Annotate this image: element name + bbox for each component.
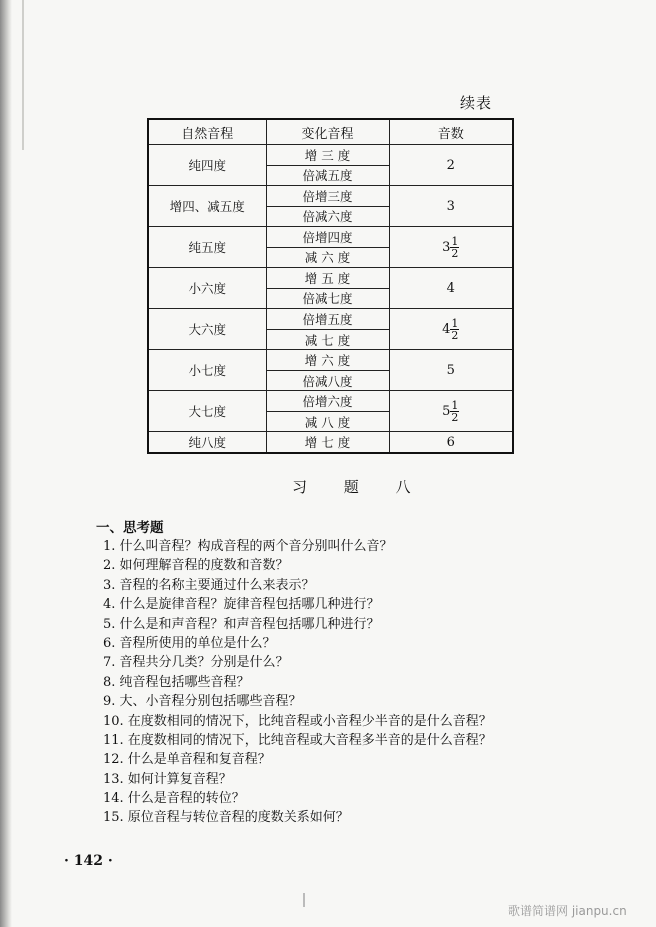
count-whole: 2 (446, 158, 455, 174)
question-item: 13. 如何计算复音程？ (103, 771, 232, 787)
semitone-count-cell (389, 186, 513, 227)
altered-interval-cell: 倍增五度 (266, 309, 389, 330)
natural-interval-cell: 纯八度 (148, 432, 266, 453)
altered-interval-cell: 减 八 度 (266, 411, 389, 432)
question-item: 14. 什么是音程的转位？ (103, 791, 245, 807)
count-whole: 3 (446, 199, 455, 215)
question-item: 5. 什么是和声音程？和声音程包括哪几种进行？ (103, 616, 380, 632)
count-whole: 5 (446, 363, 455, 379)
question-item: 2. 如何理解音程的度数和音数？ (103, 558, 289, 574)
question-item: 10. 在度数相同的情况下，比纯音程或小音程少半音的是什么音程？ (103, 713, 492, 729)
natural-interval-cell: 纯五度 (148, 227, 266, 268)
semitone-count-cell (389, 350, 513, 391)
altered-interval-cell: 倍减六度 (266, 206, 389, 227)
interval-table (147, 118, 514, 454)
question-item: 15. 原位音程与转位音程的度数关系如何？ (103, 810, 349, 826)
altered-interval-cell: 增 七 度 (266, 432, 389, 453)
count-fraction (450, 400, 459, 423)
table-row (148, 227, 513, 248)
section-heading: 一、思考题 (96, 520, 164, 536)
count-whole: 6 (446, 435, 455, 451)
header-altered-interval: 变化音程 (266, 119, 389, 145)
altered-interval-cell: 倍增六度 (266, 391, 389, 412)
page-binding-shadow (0, 0, 12, 927)
count-fraction (450, 236, 459, 259)
count-whole: 4 (442, 321, 451, 337)
natural-interval-cell: 大七度 (148, 391, 266, 432)
header-natural-interval: 自然音程 (148, 119, 266, 145)
altered-interval-cell: 倍增三度 (266, 186, 389, 207)
natural-interval-cell: 小六度 (148, 268, 266, 309)
altered-interval-cell: 倍减五度 (266, 165, 389, 186)
semitone-count-cell (389, 309, 513, 350)
table-body (148, 145, 513, 454)
semitone-count-cell (389, 145, 513, 186)
altered-interval-cell: 增 三 度 (266, 145, 389, 166)
question-item: 4. 什么是旋律音程？旋律音程包括哪几种进行？ (103, 597, 380, 613)
table-row (148, 391, 513, 412)
question-item: 8. 纯音程包括哪些音程？ (103, 674, 250, 690)
count-whole: 3 (442, 239, 451, 255)
fraction-numerator: 1 (451, 316, 459, 330)
binding-line (22, 0, 24, 150)
altered-interval-cell: 减 七 度 (266, 329, 389, 350)
table-row (148, 432, 513, 453)
table-row (148, 186, 513, 207)
altered-interval-cell: 倍增四度 (266, 227, 389, 248)
table-row (148, 268, 513, 289)
natural-interval-cell: 大六度 (148, 309, 266, 350)
header-semitone-count: 音数 (389, 119, 513, 145)
semitone-count-cell (389, 268, 513, 309)
question-item: 9. 大、小音程分别包括哪些音程？ (103, 694, 302, 710)
question-item: 3. 音程的名称主要通过什么来表示？ (103, 577, 315, 593)
exercise-title: 习 题 八 (292, 478, 427, 496)
altered-interval-cell: 增 五 度 (266, 268, 389, 289)
fraction-denominator: 2 (451, 410, 459, 424)
question-item: 7. 音程共分几类？分别是什么？ (103, 655, 289, 671)
count-fraction (450, 318, 459, 341)
question-item: 1. 什么叫音程？构成音程的两个音分别叫什么音？ (103, 539, 393, 554)
table-row (148, 145, 513, 166)
natural-interval-cell: 增四、减五度 (148, 186, 266, 227)
table-row (148, 350, 513, 371)
page-number: · 142 · (64, 853, 113, 869)
altered-interval-cell: 倍减七度 (266, 288, 389, 309)
semitone-count-cell (389, 227, 513, 268)
question-list (103, 537, 492, 828)
scan-speck (303, 893, 305, 907)
question-item: 12. 什么是单音程和复音程？ (103, 752, 271, 768)
semitone-count-cell (389, 432, 513, 453)
table-header-row (148, 119, 513, 145)
fraction-denominator: 2 (451, 328, 459, 342)
fraction-numerator: 1 (451, 398, 459, 412)
count-whole: 4 (446, 281, 455, 297)
fraction-numerator: 1 (451, 234, 459, 248)
natural-interval-cell: 纯四度 (148, 145, 266, 186)
question-item: 11. 在度数相同的情况下，比纯音程或大音程多半音的是什么音程？ (103, 732, 492, 748)
fraction-denominator: 2 (451, 246, 459, 260)
watermark: 歌谱简谱网 jianpu.cn (508, 904, 627, 918)
semitone-count-cell (389, 391, 513, 432)
count-whole: 5 (442, 403, 451, 419)
question-item: 6. 音程所使用的单位是什么？ (103, 635, 276, 651)
altered-interval-cell: 增 六 度 (266, 350, 389, 371)
table-continued-label: 续表 (460, 94, 493, 112)
natural-interval-cell: 小七度 (148, 350, 266, 391)
altered-interval-cell: 减 六 度 (266, 247, 389, 268)
table-row (148, 309, 513, 330)
altered-interval-cell: 倍减八度 (266, 370, 389, 391)
